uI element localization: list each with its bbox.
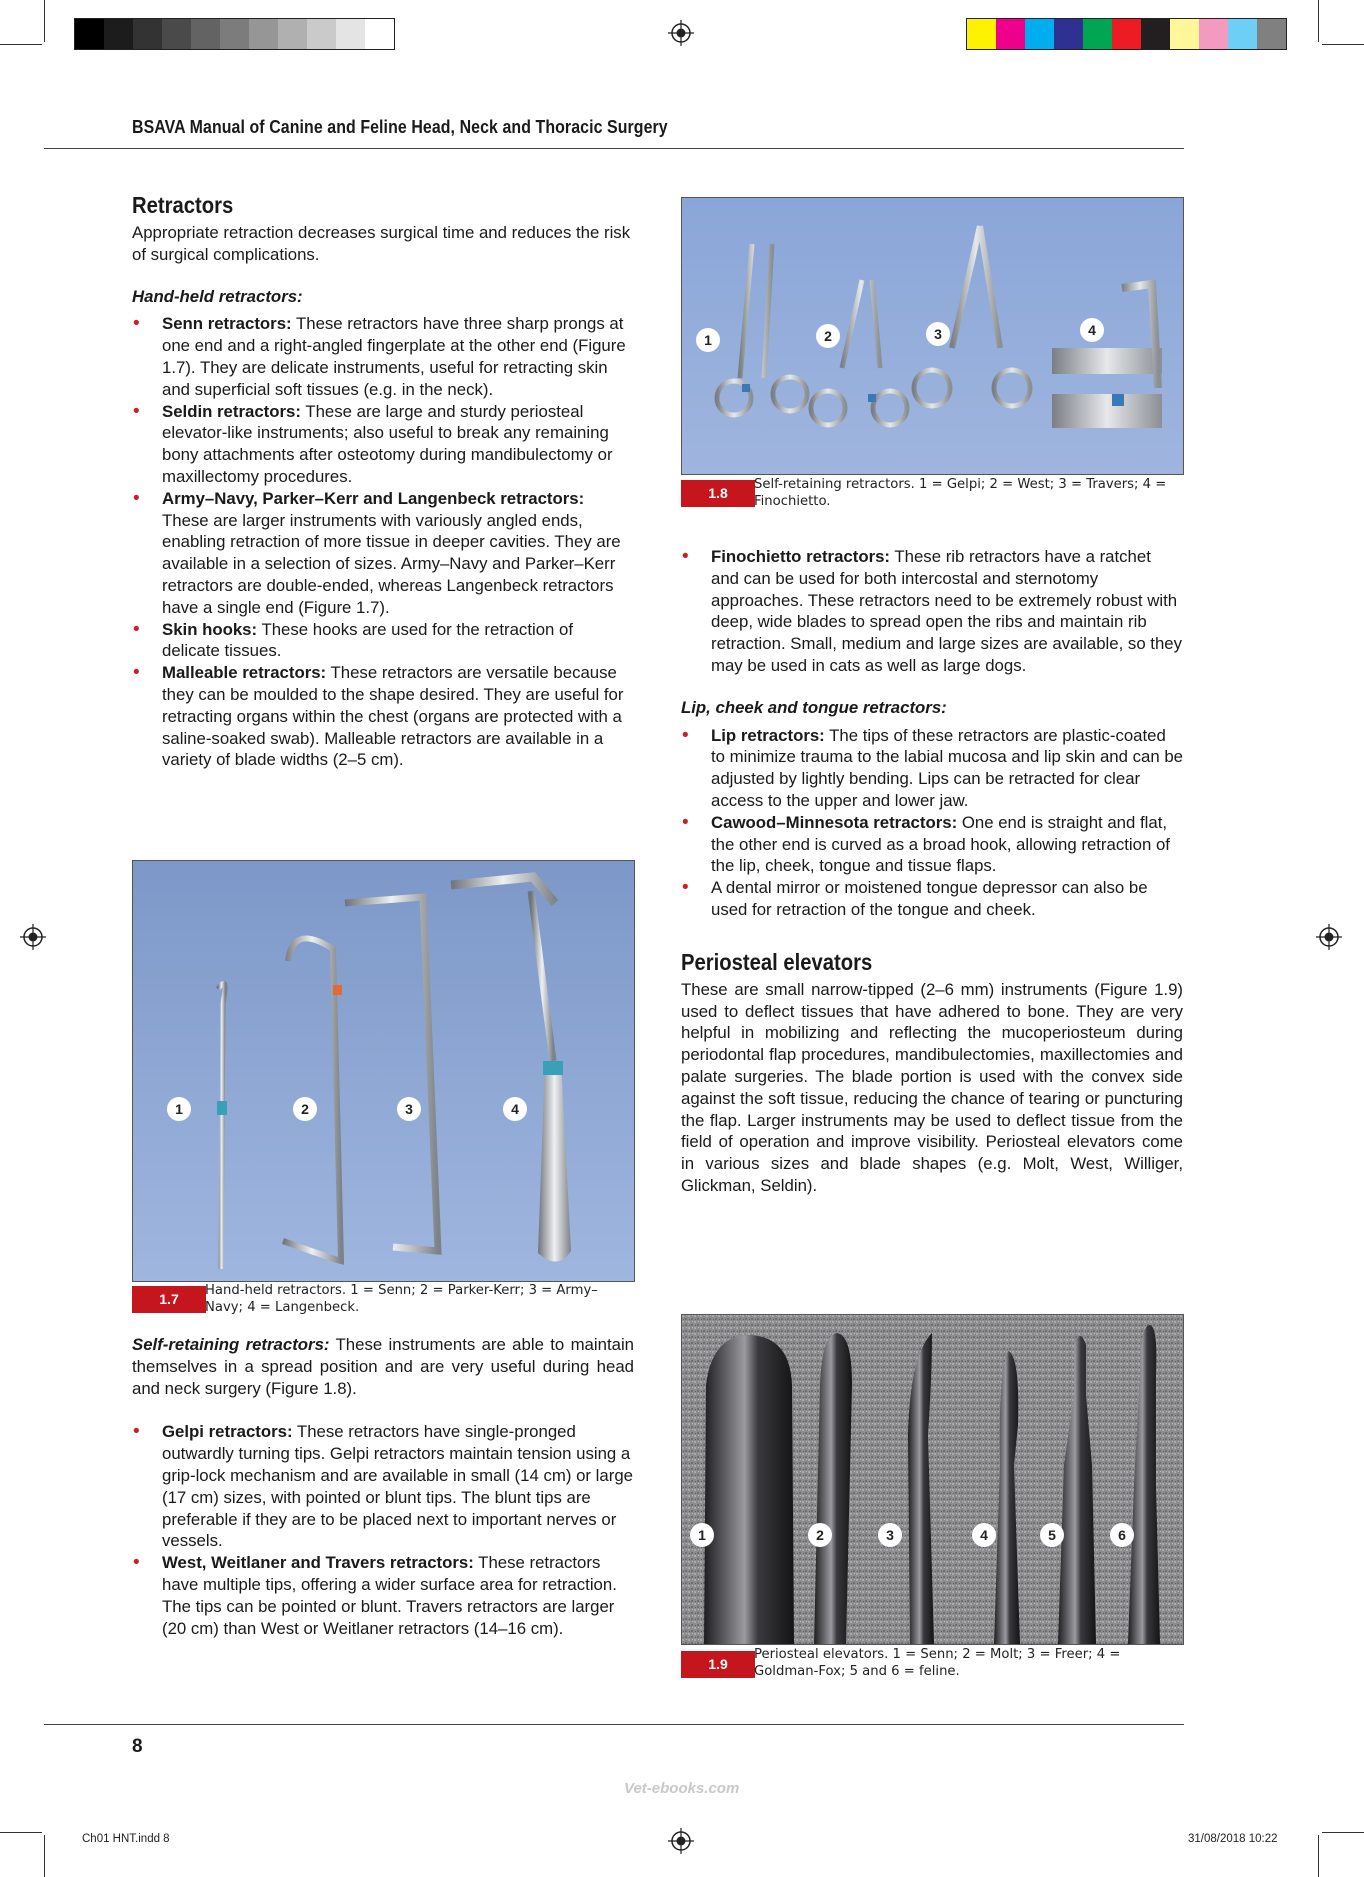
- item-term: Army–Navy, Parker–Kerr and Langenbeck retractors:: [162, 488, 585, 508]
- list-item: [132, 313, 634, 400]
- self-retaining-label: Self-retaining retractors:: [132, 1335, 330, 1354]
- list-item: [681, 546, 1183, 677]
- header-rule: [44, 148, 1184, 149]
- item-text: These are larger instruments with variously angled ends, enabling retraction of more tissue in deeper cavities. They are available in a selection of sizes. Army–Navy and Parker–Kerr retractors are double-ended, whereas Langenbeck retractors have a single end (Figure 1.7).: [162, 510, 621, 617]
- calibration-swatch: [307, 19, 336, 49]
- self-retaining-list: [132, 1421, 634, 1639]
- item-term: Lip retractors:: [711, 725, 825, 745]
- watermark: Vet-ebooks.com: [624, 1780, 740, 1797]
- handheld-list: [132, 313, 634, 771]
- retractors-heading: Retractors: [132, 192, 234, 218]
- item-text: These hooks are used for the retraction of delicate tissues.: [162, 619, 574, 661]
- item-term: Finochietto retractors:: [711, 547, 891, 566]
- self-retaining-text: These instruments are able to maintain themselves in a spread position and are very useful during head and neck surgery (Figure 1.8).: [132, 1335, 635, 1398]
- list-item: [681, 877, 1183, 921]
- crop-mark: [1318, 0, 1319, 42]
- grayscale-calibration-bar: [74, 18, 395, 50]
- item-term: Senn retractors:: [162, 314, 292, 334]
- item-term: West, Weitlaner and Travers retractors:: [162, 1553, 474, 1573]
- figure-label: 4: [972, 1523, 996, 1547]
- figure-label: 4: [1080, 318, 1104, 342]
- calibration-swatch: [1170, 19, 1199, 49]
- item-term: Cawood–Minnesota retractors:: [711, 812, 958, 832]
- calibration-swatch: [1257, 19, 1286, 49]
- left-column: [132, 190, 634, 771]
- figure-label: 1: [690, 1523, 714, 1547]
- lip-subheading: Lip, cheek and tongue retractors:: [681, 697, 947, 717]
- figure-label: 1: [696, 328, 720, 352]
- calibration-swatch: [75, 19, 104, 49]
- calibration-swatch: [996, 19, 1025, 49]
- calibration-swatch: [336, 19, 365, 49]
- item-text: These retractors have three sharp prongs at one end and a right-angled fingerplate at the other end (Figure 1.7). They are delicate instruments, useful for retracting skin and superficial soft tissues (e.g. in the neck).: [162, 314, 626, 399]
- calibration-swatch: [1054, 19, 1083, 49]
- slug-filename: Ch01 HNT.indd 8: [82, 1833, 170, 1845]
- item-term: Gelpi retractors:: [162, 1422, 293, 1442]
- calibration-swatch: [278, 19, 307, 49]
- crop-mark: [1322, 1832, 1364, 1833]
- registration-mark-icon: [668, 1828, 694, 1854]
- handheld-subheading: Hand-held retractors:: [132, 286, 303, 306]
- crop-mark: [0, 44, 42, 45]
- figure-number-badge: 1.8: [681, 480, 755, 507]
- periosteal-text: These are small narrow-tipped (2–6 mm) instruments (Figure 1.9) used to deflect tissues that have adhered to bone. They are very helpful in mobilizing and reflecting the mucoperiosteum during periodontal flap procedures, mandibulectomies, maxillectomies and palate surgeries. The blade portion is used with the convex side against the soft tissue, reducing the chance of tearing or puncturing the flap. Larger instruments may be used to deflect tissue from the field of operation and improve visibility. Periosteal elevators come in various sizes and blade shapes (e.g. Molt, West, Williger, Glickman, Seldin).: [681, 979, 1183, 1195]
- item-term: Skin hooks:: [162, 619, 258, 639]
- calibration-swatch: [1025, 19, 1054, 49]
- calibration-swatch: [133, 19, 162, 49]
- figure-label: 1: [167, 1097, 191, 1121]
- list-item: [132, 1552, 634, 1639]
- item-term: Malleable retractors:: [162, 663, 327, 683]
- running-head: BSAVA Manual of Canine and Feline Head, Neck and Thoracic Surgery: [132, 116, 668, 137]
- list-item: [132, 619, 634, 663]
- registration-mark-icon: [668, 20, 694, 46]
- item-text: These retractors have multiple tips, offering a wider surface area for retraction. The tips can be pointed or blunt. Travers retractors are larger (20 cm) than West or Weitlaner retractors (14–16 cm).: [162, 1553, 617, 1638]
- figure-caption: Self-retaining retractors. 1 = Gelpi; 2 = West; 3 = Travers; 4 = Finochietto.: [754, 477, 1167, 509]
- figure-caption: Hand-held retractors. 1 = Senn; 2 = Parker-Kerr; 3 = Army–Navy; 4 = Langenbeck.: [205, 1283, 598, 1315]
- item-term: Seldin retractors:: [162, 401, 301, 421]
- crop-mark: [1322, 44, 1364, 45]
- registration-mark-icon: [20, 924, 46, 950]
- page-number: 8: [132, 1736, 143, 1757]
- figure-1-7-photo: [132, 860, 635, 1282]
- figure-number-badge: 1.9: [681, 1651, 755, 1678]
- crop-mark: [0, 1832, 42, 1833]
- footer-rule: [44, 1724, 1184, 1725]
- figure-label: 2: [293, 1097, 317, 1121]
- figure-label: 2: [808, 1523, 832, 1547]
- figure-number-badge: 1.7: [132, 1286, 206, 1313]
- periosteal-heading: Periosteal elevators: [681, 948, 873, 975]
- calibration-swatch: [1112, 19, 1141, 49]
- figure-label: 6: [1110, 1523, 1134, 1547]
- item-text: These retractors are versatile because they can be moulded to the shape desired. They are useful for retracting organs within the chest (organs are protected with a saline-soaked swab). Malleable retractors are available in a variety of blade widths (2–5 cm).: [162, 663, 624, 770]
- list-item: [132, 1421, 634, 1552]
- item-text: The tips of these retractors are plastic-coated to minimize trauma to the labial mucosa and lip skin and can be adjusted by lightly bending. Lips can be retracted for clear access to the upper and lower jaw.: [711, 725, 1183, 810]
- figure-caption: Periosteal elevators. 1 = Senn; 2 = Molt; 3 = Freer; 4 = Goldman-Fox; 5 and 6 = feline.: [754, 1647, 1121, 1679]
- retractors-intro: Appropriate retraction decreases surgical time and reduces the risk of surgical complications.: [132, 223, 631, 264]
- calibration-swatch: [365, 19, 394, 49]
- list-item: [681, 725, 1183, 812]
- finochietto-list: [681, 546, 1183, 677]
- calibration-swatch: [104, 19, 133, 49]
- calibration-swatch: [967, 19, 996, 49]
- calibration-swatch: [1083, 19, 1112, 49]
- crop-mark: [1318, 1835, 1319, 1877]
- figure-label: 4: [503, 1097, 527, 1121]
- figure-label: 3: [878, 1523, 902, 1547]
- slug-date: 31/08/2018 10:22: [1188, 1833, 1278, 1845]
- figure-label: 3: [926, 322, 950, 346]
- crop-mark: [44, 1835, 45, 1877]
- calibration-swatch: [249, 19, 278, 49]
- calibration-swatch: [162, 19, 191, 49]
- item-text: These rib retractors have a ratchet and can be used for both intercostal and sternotomy approaches. These retractors need to be extremely robust with deep, wide blades to spread open the ribs and maintain rib retraction. Small, medium and large sizes are available, so they may be used in cats as well as large dogs.: [711, 547, 1183, 675]
- figure-1-9-photo: [681, 1314, 1184, 1645]
- item-text: These are large and sturdy periosteal elevator-like instruments; also useful to break any remaining bony attachments after osteotomy during mandibulectomy or maxillectomy procedures.: [162, 401, 613, 486]
- figure-label: 5: [1040, 1523, 1064, 1547]
- figure-1-8-photo: [681, 197, 1184, 475]
- calibration-swatch: [1141, 19, 1170, 49]
- figure-label: 2: [816, 324, 840, 348]
- lip-list: [681, 725, 1183, 921]
- registration-mark-icon: [1316, 924, 1342, 950]
- list-item: [132, 662, 634, 771]
- item-text: These retractors have single-pronged outwardly turning tips. Gelpi retractors maintain tension using a grip-lock mechanism and are available in small (14 cm) or large (17 cm) sizes, with pointed or blunt tips. The blunt tips are preferable if they are to be placed next to important nerves or vessels.: [162, 1422, 633, 1551]
- list-item: [132, 401, 634, 488]
- calibration-swatch: [1228, 19, 1257, 49]
- right-column: [681, 546, 1183, 1197]
- left-column-lower: [132, 1334, 634, 1639]
- figure-label: 3: [397, 1097, 421, 1121]
- crop-mark: [44, 0, 45, 42]
- list-item: [681, 812, 1183, 877]
- item-text: One end is straight and flat, the other end is curved as a broad hook, allowing retraction of the lip, cheek, tongue and tissue flaps.: [711, 812, 1170, 876]
- color-calibration-bar: [966, 18, 1287, 50]
- item-text: A dental mirror or moistened tongue depressor can also be used for retraction of the tongue and cheek.: [711, 878, 1148, 919]
- self-retaining-intro: [132, 1334, 634, 1399]
- calibration-swatch: [191, 19, 220, 49]
- calibration-swatch: [1199, 19, 1228, 49]
- list-item: [132, 488, 634, 619]
- calibration-swatch: [220, 19, 249, 49]
